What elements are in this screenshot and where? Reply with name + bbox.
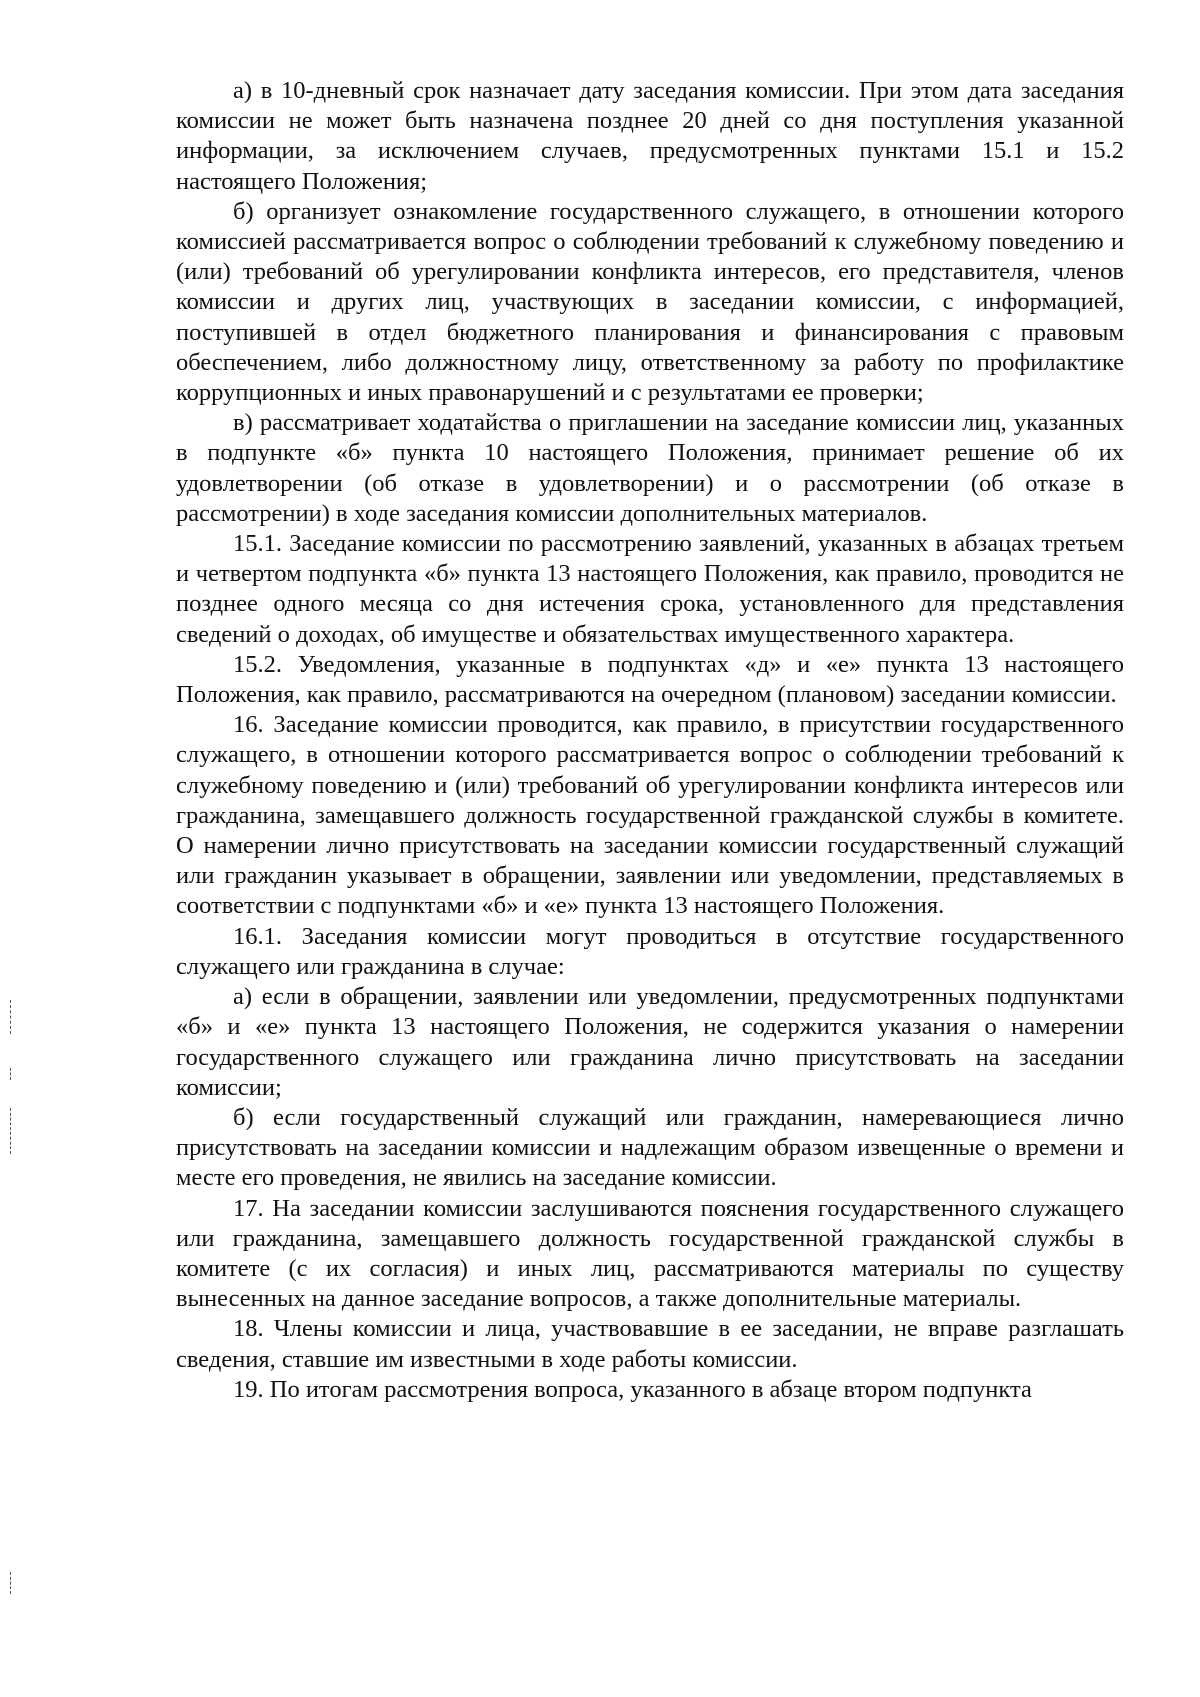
scan-edge-mark bbox=[10, 1000, 12, 1034]
paragraph-15-2: 15.2. Уведомления, указанные в подпунктах «д» и «е» пункта 13 настоящего Положения, как правило, рассматриваются на очередном (плановом) заседании комиссии. bbox=[176, 650, 1124, 709]
paragraph-18: 18. Члены комиссии и лица, участвовавшие в ее заседании, не вправе разглашать сведения, ставшие им известными в ходе работы комиссии. bbox=[176, 1315, 1124, 1373]
paragraph-15a: а) в 10-дневный срок назначает дату заседания комиссии. При этом дата заседания комиссии не может быть назначена позднее 20 дней со дня поступления указанной информации, за исключением случаев, предусмотренных пунктами 15.1 и 15.2 настоящего Положения; bbox=[176, 77, 1124, 195]
document-body bbox=[176, 76, 1124, 1405]
paragraph-16-1: 16.1. Заседания комиссии могут проводиться в отсутствие государственного служащего или гражданина в случае: bbox=[176, 922, 1124, 980]
paragraph-17: 17. На заседании комиссии заслушиваются пояснения государственного служащего или гражданина, замещавшего должность государственной гражданской службы в комитете (с их согласия) и иных лиц, рассматриваются материалы по существу вынесенных на данное заседание вопросов, а также дополнительные материалы. bbox=[176, 1194, 1124, 1313]
scan-edge-mark bbox=[10, 1068, 12, 1080]
paragraph-19: 19. По итогам рассмотрения вопроса, указанного в абзаце втором подпункта bbox=[233, 1375, 1032, 1403]
scan-edge-mark bbox=[10, 1108, 12, 1154]
paragraph-15c: в) рассматривает ходатайства о приглашении на заседание комиссии лиц, указанных в подпункте «б» пункта 10 настоящего Положения, принимает решение об их удовлетворении (об отказе в удовлетворении) и о рассмотрении (об отказе в рассмотрении) в ходе заседания комиссии дополнительных материалов. bbox=[176, 409, 1124, 527]
paragraph-16-1a: а) если в обращении, заявлении или уведомлении, предусмотренных подпунктами «б» и «е» пункта 13 настоящего Положения, не содержится указания о намерении государственного служащего или гражданина лично присутствовать на заседании комиссии; bbox=[176, 983, 1124, 1101]
paragraph-15b: б) организует ознакомление государственного служащего, в отношении которого комиссией рассматривается вопрос о соблюдении требований к служебному поведению и (или) требований об урегулировании конфликта интересов, его представителя, членов комиссии и других лиц, участвующих в заседании комиссии, с информацией, поступившей в отдел бюджетного планирования и финансирования с правовым обеспечением, либо должностному лицу, ответственному за работу по профилактике коррупционных и иных правонарушений и с результатами ее проверки; bbox=[176, 197, 1124, 407]
paragraph-15-1: 15.1. Заседание комиссии по рассмотрению заявлений, указанных в абзацах третьем и четвертом подпункта «б» пункта 13 настоящего Положения, как правило, проводится не позднее одного месяца со дня истечения срока, установленного для представления сведений о доходах, об имуществе и обязательствах имущественного характера. bbox=[176, 530, 1124, 648]
scan-edge-mark bbox=[10, 1572, 12, 1594]
paragraph-16: 16. Заседание комиссии проводится, как правило, в присутствии государственного служащего, в отношении которого рассматривается вопрос о соблюдении требований к служебному поведению и (или) требований об урегулировании конфликта интересов или гражданина, замещавшего должность государственной гражданской службы в комитете. О намерении лично присутствовать на заседании комиссии государственный служащий или гражданин указывает в обращении, заявлении или уведомлении, представляемых в соответствии с подпунктами «б» и «е» пункта 13 настоящего Положения. bbox=[176, 711, 1124, 920]
paragraph-16-1b: б) если государственный служащий или гражданин, намеревающиеся лично присутствовать на заседании комиссии и надлежащим образом извещенные о времени и месте его проведения, не явились на заседание комиссии. bbox=[176, 1103, 1124, 1192]
